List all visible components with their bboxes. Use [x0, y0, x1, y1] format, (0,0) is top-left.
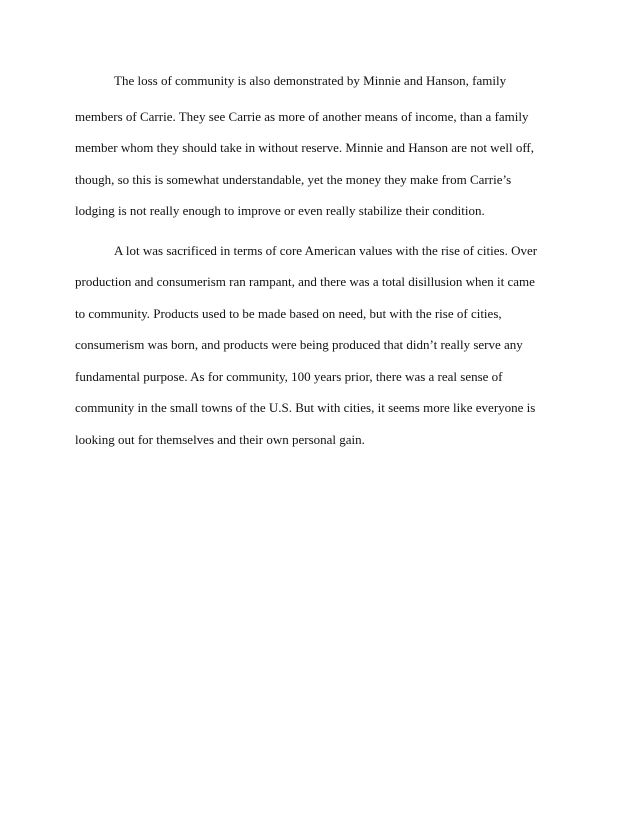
- text-line: member whom they should take in without reserve. Minnie and Hanson are not well off,: [75, 140, 534, 155]
- text-line: to community. Products used to be made based on need, but with the rise of cities,: [75, 306, 502, 321]
- text-line: consumerism was born, and products were being produced that didn’t really serve any: [75, 337, 523, 352]
- text-line: The loss of community is also demonstrated by Minnie and Hanson, family: [114, 73, 507, 88]
- text-line: community in the small towns of the U.S. But with cities, it seems more like everyone is: [75, 400, 536, 415]
- text-line: fundamental purpose. As for community, 100 years prior, there was a real sense of: [75, 369, 503, 384]
- text-line: production and consumerism ran rampant, and there was a total disillusion when it came: [75, 274, 535, 289]
- text-line: though, so this is somewhat understandable, yet the money they make from Carrie’s: [75, 172, 512, 187]
- text-line: members of Carrie. They see Carrie as more of another means of income, than a family: [75, 109, 529, 124]
- text-line: lodging is not really enough to improve or even really stabilize their condition.: [75, 203, 485, 218]
- text-line: looking out for themselves and their own personal gain.: [75, 432, 365, 447]
- text-line: A lot was sacrificed in terms of core American values with the rise of cities. Over: [114, 243, 538, 258]
